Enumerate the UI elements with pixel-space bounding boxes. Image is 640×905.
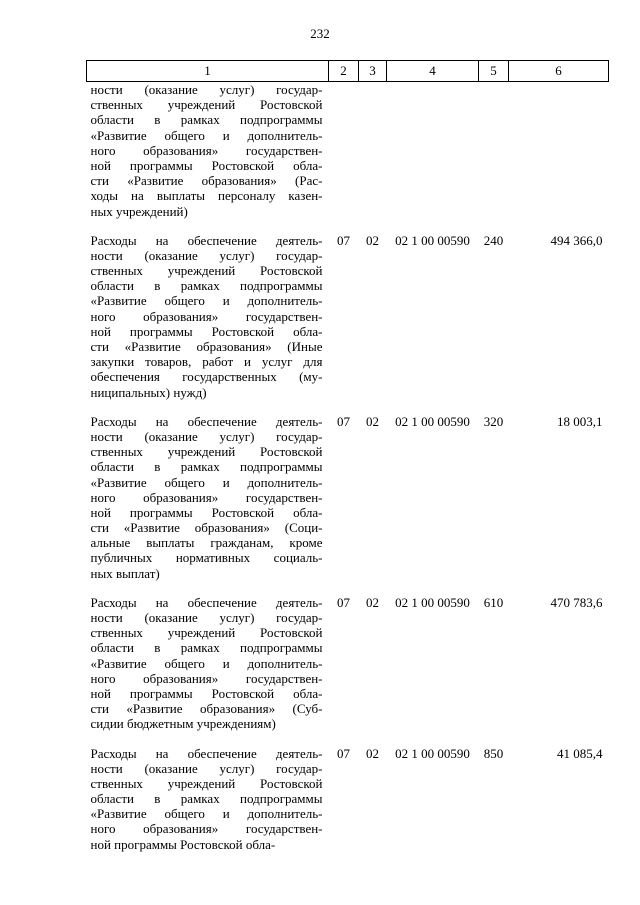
description-line: ственных учреждений Ростовской — [90, 263, 323, 279]
header-col-3: 3 — [359, 61, 387, 82]
target-article-code: 02 1 00 00590 — [395, 745, 470, 761]
description-line: альные выплаты гражданам, кроме — [90, 535, 323, 551]
description-line: ности (оказание услуг) государ- — [90, 428, 323, 444]
description-line: ного образования» государствен- — [90, 308, 323, 324]
description-line: области в рамках подпрограммы — [90, 112, 323, 128]
description-line: «Развитие общего и дополнитель- — [90, 806, 323, 822]
row-description — [87, 82, 329, 219]
expense-type-code: 610 — [483, 594, 504, 610]
description-line: сти «Развитие образования» (Соци- — [90, 520, 323, 536]
amount-value: 18 003,1 — [557, 413, 603, 429]
target-article-code — [387, 82, 479, 219]
subsection-code: 02 — [366, 413, 379, 429]
amount-value: 494 366,0 — [550, 232, 603, 248]
table-row — [87, 219, 609, 400]
row-description — [87, 219, 329, 400]
description-line: Расходы на обеспечение деятель- — [90, 594, 323, 610]
subsection-code: 02 — [366, 232, 379, 248]
budget-table — [86, 60, 609, 852]
description-line: ности (оказание услуг) государ- — [90, 760, 323, 776]
subsection-code: 02 — [366, 594, 379, 610]
description-line: ственных учреждений Ростовской — [90, 625, 323, 641]
description-line: Расходы на обеспечение деятель- — [90, 232, 323, 248]
description-line: Расходы на обеспечение деятель- — [90, 745, 323, 761]
row-description — [87, 732, 329, 852]
amount-value — [509, 82, 609, 219]
table-row — [87, 400, 609, 581]
description-line: закупки товаров, работ и услуг для — [90, 354, 323, 370]
header-col-1: 1 — [87, 61, 329, 82]
description-line: ного образования» государствен- — [90, 821, 323, 837]
description-line: ного образования» государствен- — [90, 670, 323, 686]
description-line: ственных учреждений Ростовской — [90, 775, 323, 791]
target-article-code: 02 1 00 00590 — [395, 594, 470, 610]
description-line: ного образования» государствен- — [90, 489, 323, 505]
description-line: ного образования» государствен- — [90, 142, 323, 158]
header-col-5: 5 — [479, 61, 509, 82]
description-line: ной программы Ростовской обла- — [90, 323, 323, 339]
header-col-4: 4 — [387, 61, 479, 82]
description-line: «Развитие общего и дополнитель- — [90, 293, 323, 309]
page-number: 232 — [310, 26, 330, 41]
amount-value: 470 783,6 — [550, 594, 603, 610]
subsection-code: 02 — [366, 745, 379, 761]
description-line: области в рамках подпрограммы — [90, 459, 323, 475]
description-line: сидии бюджетным учреждениям) — [90, 716, 276, 732]
expense-type-code: 240 — [483, 232, 504, 248]
description-line: ниципальных) нужд) — [90, 384, 207, 400]
table-row — [87, 82, 609, 219]
description-line: ной программы Ростовской обла- — [90, 157, 323, 173]
description-line: ной программы Ростовской обла- — [90, 685, 323, 701]
description-line: ной программы Ростовской обла- — [90, 836, 276, 852]
section-code: 07 — [337, 594, 350, 610]
target-article-code: 02 1 00 00590 — [395, 413, 470, 429]
description-line: сти «Развитие образования» (Иные — [90, 339, 323, 354]
row-description — [87, 581, 329, 732]
expense-type-code: 320 — [483, 413, 504, 429]
section-code: 07 — [337, 413, 350, 429]
subsection-code — [359, 82, 387, 219]
description-line: «Развитие общего и дополнитель- — [90, 127, 323, 143]
table-header-row — [87, 61, 609, 82]
description-line: ной программы Ростовской обла- — [90, 504, 323, 520]
header-col-2: 2 — [329, 61, 359, 82]
description-line: Расходы на обеспечение деятель- — [90, 413, 323, 429]
description-line: обеспечения государственных (му- — [90, 369, 323, 385]
header-col-6: 6 — [509, 61, 609, 82]
description-line: ных учреждений) — [90, 203, 188, 219]
description-line: ственных учреждений Ростовской — [90, 444, 323, 460]
description-line: ных выплат) — [90, 565, 160, 581]
description-line: ности (оказание услуг) государ- — [90, 247, 323, 263]
table-body — [87, 82, 609, 852]
description-line: ственных учреждений Ростовской — [90, 97, 323, 113]
section-code: 07 — [337, 745, 350, 761]
description-line: сти «Развитие образования» (Рас- — [90, 173, 323, 189]
description-line: области в рамках подпрограммы — [90, 278, 323, 294]
description-line: области в рамках подпрограммы — [90, 640, 323, 656]
description-line: публичных нормативных социаль- — [90, 550, 323, 566]
description-line: ности (оказание услуг) государ- — [90, 610, 323, 625]
table-row — [87, 581, 609, 732]
target-article-code: 02 1 00 00590 — [395, 232, 470, 248]
description-line: «Развитие общего и дополнитель- — [90, 474, 323, 490]
section-code — [329, 82, 359, 219]
section-code: 07 — [337, 232, 350, 248]
description-line: ходы на выплаты персоналу казен- — [90, 188, 323, 204]
row-description — [87, 400, 329, 581]
expense-type-code — [479, 82, 509, 219]
description-line: ности (оказание услуг) государ- — [90, 82, 323, 97]
description-line: области в рамках подпрограммы — [90, 791, 323, 807]
description-line: сти «Развитие образования» (Суб- — [90, 701, 323, 717]
table-row — [87, 732, 609, 852]
amount-value: 41 085,4 — [557, 745, 603, 761]
description-line: «Развитие общего и дополнитель- — [90, 655, 323, 671]
expense-type-code: 850 — [483, 745, 504, 761]
